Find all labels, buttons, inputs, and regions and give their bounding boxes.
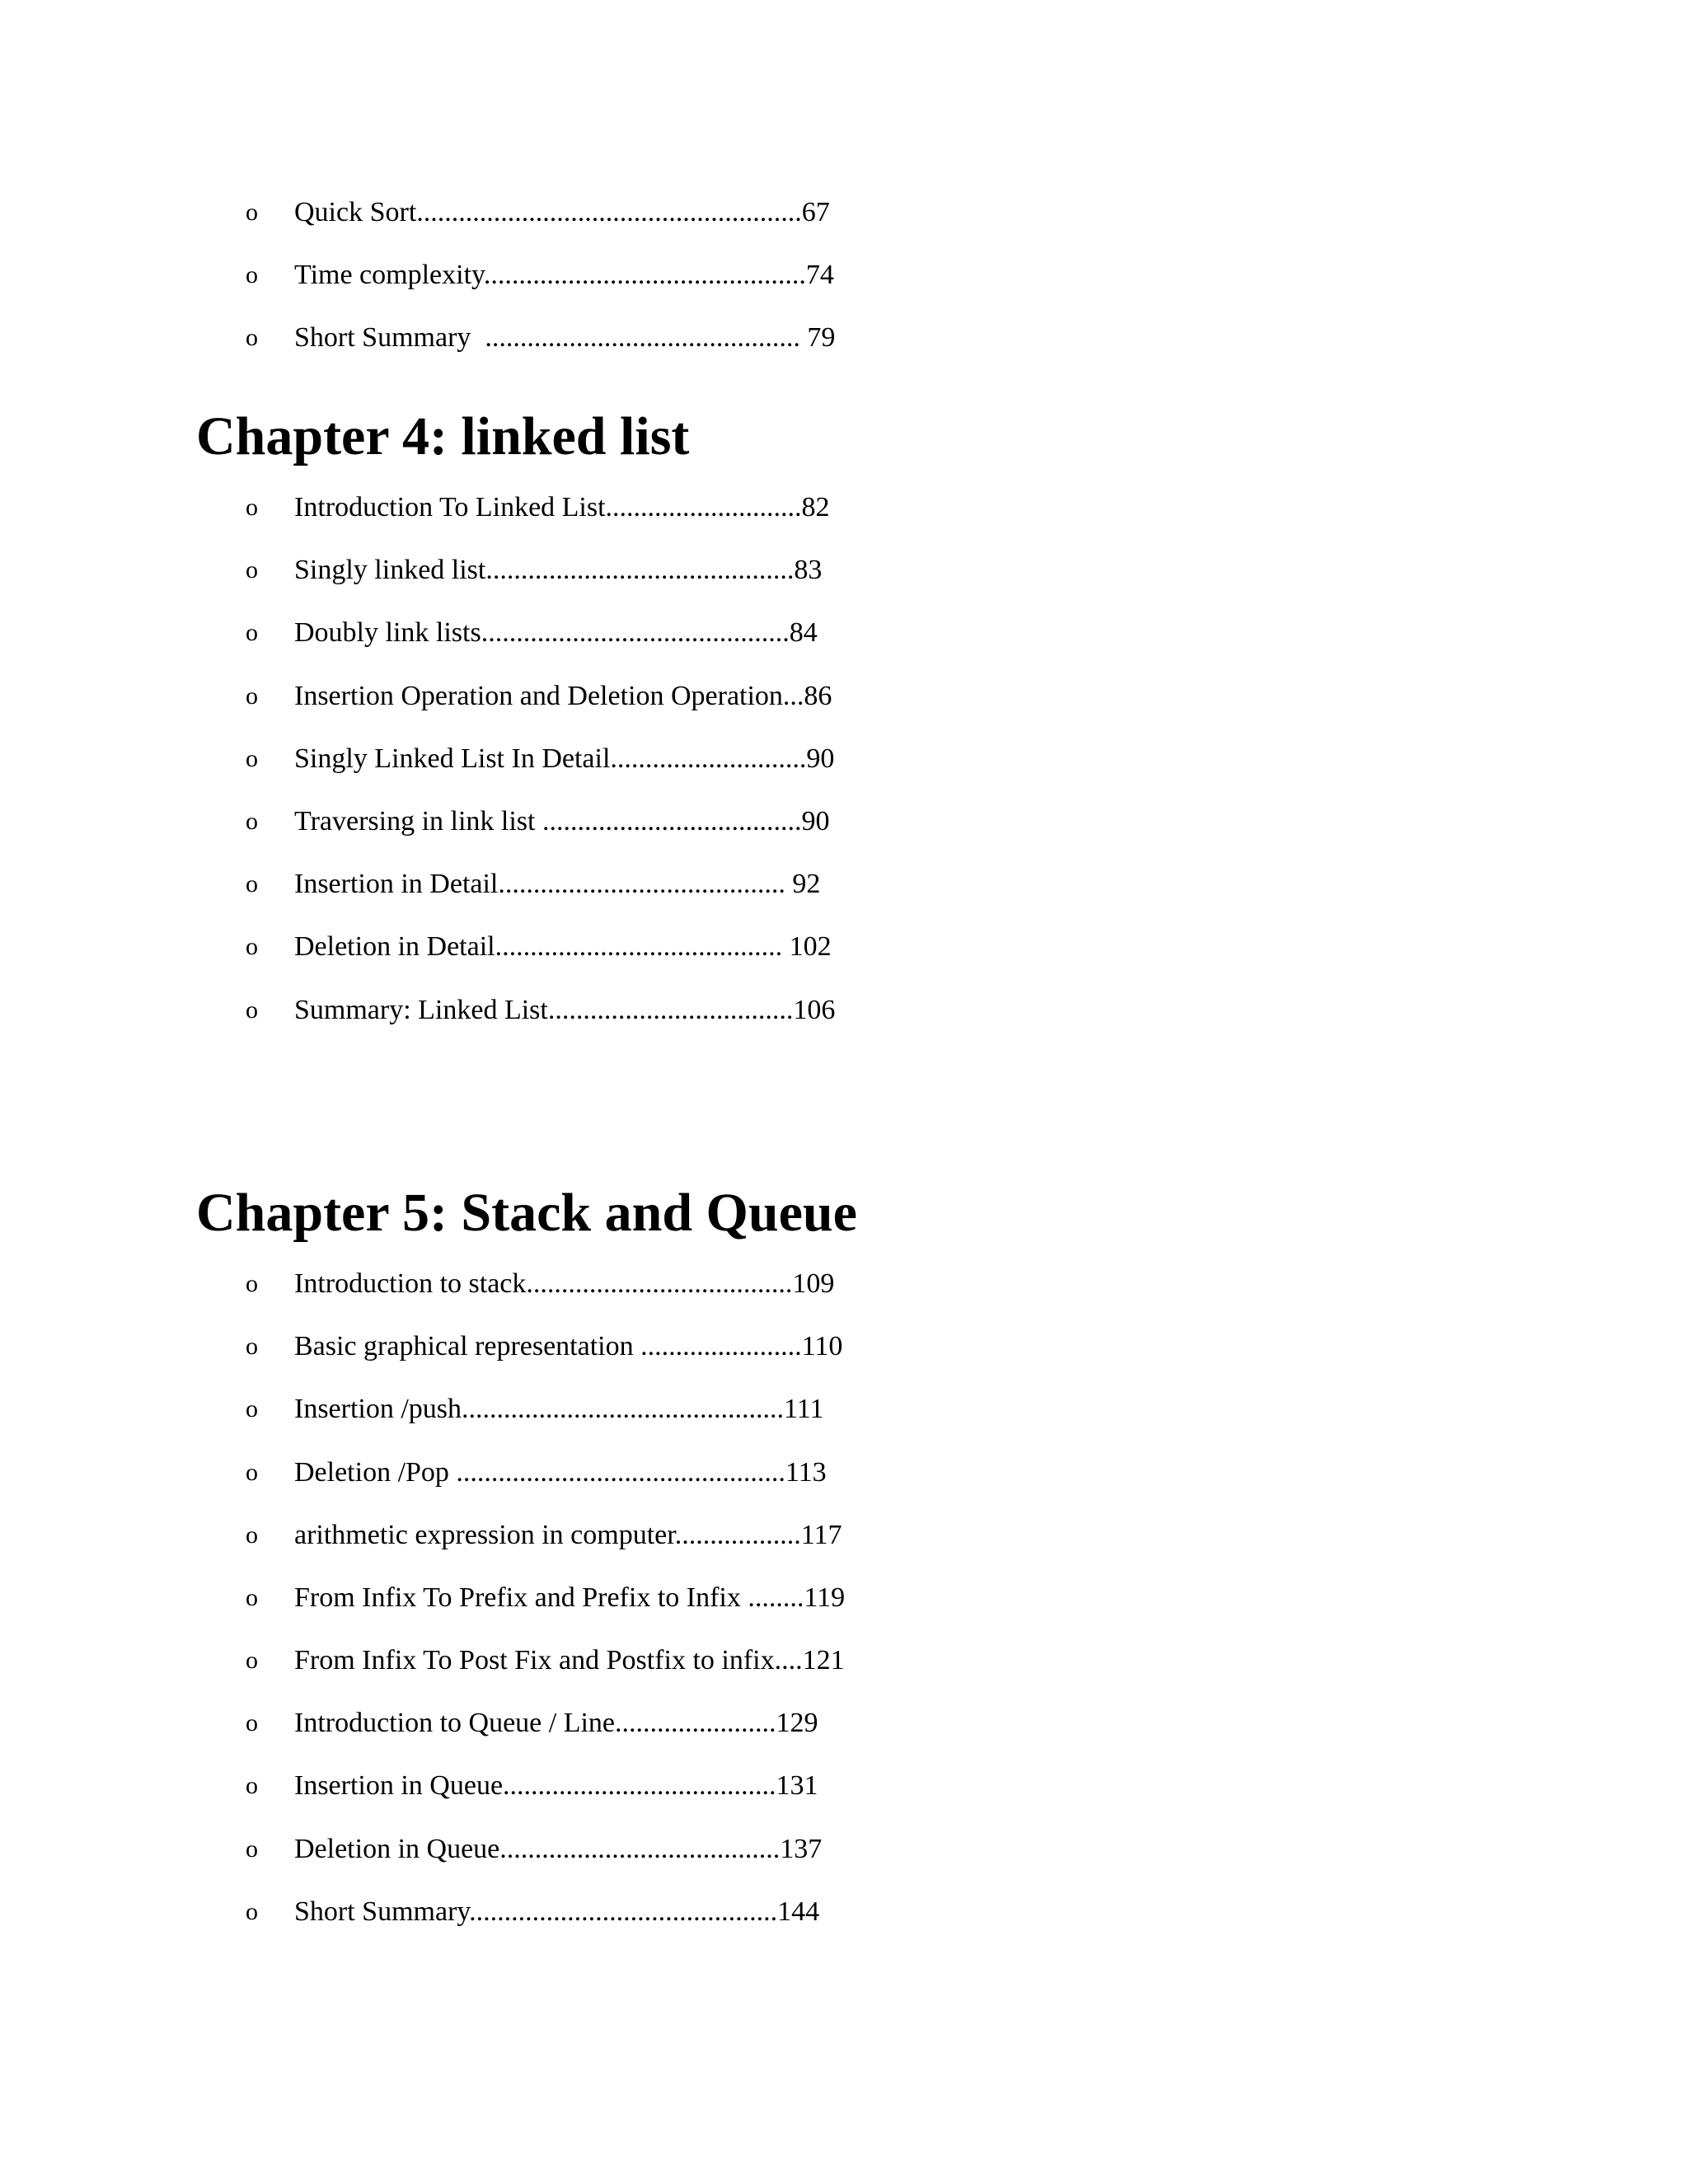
chapter-heading: Chapter 4: linked list	[196, 406, 690, 466]
bullet-icon: o	[246, 1709, 258, 1736]
toc-entry[interactable]	[0, 986, 989, 1035]
toc-entry-text: Introduction to stack......................................109	[294, 1268, 835, 1299]
bullet-icon: o	[246, 1270, 258, 1297]
toc-entry[interactable]	[0, 922, 989, 972]
bullet-icon: o	[246, 1772, 258, 1799]
toc-entry[interactable]	[0, 734, 989, 784]
toc-entry[interactable]	[0, 1636, 989, 1685]
toc-entry[interactable]	[0, 1887, 989, 1937]
toc-entry-text: Singly Linked List In Detail............................90	[294, 743, 835, 774]
toc-entry-text: Doubly link lists............................................84	[294, 617, 818, 648]
bullet-icon: o	[246, 745, 258, 772]
toc-entry-text: Summary: Linked List...................................106	[294, 995, 836, 1025]
toc-entry-text: Deletion /Pop ...............................................113	[294, 1457, 827, 1488]
bullet-icon: o	[246, 199, 258, 226]
toc-entry-text: Singly linked list............................................83	[294, 555, 823, 585]
bullet-icon: o	[246, 870, 258, 898]
bullet-icon: o	[246, 933, 258, 960]
toc-entry[interactable]	[0, 1573, 989, 1623]
bullet-icon: o	[246, 1584, 258, 1611]
bullet-icon: o	[246, 494, 258, 521]
toc-entry-text: arithmetic expression in computer..................117	[294, 1520, 842, 1550]
bullet-icon: o	[246, 1459, 258, 1486]
toc-entry[interactable]	[0, 608, 989, 658]
toc-entry[interactable]	[0, 251, 989, 300]
toc-entry-text: Traversing in link list .....................................90	[294, 806, 830, 837]
bullet-icon: o	[246, 261, 258, 288]
toc-entry-text: From Infix To Prefix and Prefix to Infix ........119	[294, 1582, 846, 1613]
toc-entry[interactable]	[0, 483, 989, 532]
toc-entry[interactable]	[0, 797, 989, 846]
toc-entry-text: Deletion in Queue........................................137	[294, 1834, 823, 1864]
bullet-icon: o	[246, 682, 258, 710]
toc-entry-text: Insertion /push..............................................111	[294, 1394, 824, 1424]
toc-entry[interactable]	[0, 1825, 989, 1874]
bullet-icon: o	[246, 808, 258, 835]
toc-entry-text: Short Summary............................................144	[294, 1896, 820, 1927]
toc-entry[interactable]	[0, 1448, 989, 1497]
bullet-icon: o	[246, 1835, 258, 1863]
toc-entry[interactable]	[0, 1322, 989, 1371]
toc-entry-text: Insertion in Detail......................................... 92	[294, 869, 821, 899]
toc-entry[interactable]	[0, 546, 989, 595]
chapter-heading: Chapter 5: Stack and Queue	[196, 1183, 857, 1243]
toc-entry-text: Deletion in Detail......................................... 102	[294, 931, 832, 962]
toc-entry[interactable]	[0, 1511, 989, 1560]
toc-entry-text: Basic graphical representation .......................110	[294, 1331, 843, 1361]
bullet-icon: o	[246, 1647, 258, 1674]
toc-entry[interactable]	[0, 313, 989, 363]
bullet-icon: o	[246, 324, 258, 351]
toc-entry-text: Short Summary ............................................. 79	[294, 322, 836, 353]
bullet-icon: o	[246, 1395, 258, 1422]
toc-entry-text: Insertion in Queue.......................................131	[294, 1770, 818, 1801]
toc-entry-text: Introduction to Queue / Line.......................129	[294, 1708, 818, 1738]
toc-entry[interactable]	[0, 1699, 989, 1748]
toc-entry[interactable]	[0, 1385, 989, 1434]
toc-entry[interactable]	[0, 860, 989, 909]
bullet-icon: o	[246, 996, 258, 1024]
bullet-icon: o	[246, 556, 258, 583]
toc-entry-text: Quick Sort.......................................................67	[294, 197, 830, 227]
toc-entry-text: Introduction To Linked List............................82	[294, 492, 830, 523]
toc-entry[interactable]	[0, 672, 989, 721]
toc-entry-text: Time complexity..............................................74	[294, 260, 834, 290]
toc-entry[interactable]	[0, 1761, 989, 1811]
bullet-icon: o	[246, 1521, 258, 1549]
bullet-icon: o	[246, 1333, 258, 1360]
toc-entry-text: Insertion Operation and Deletion Operation...86	[294, 681, 832, 711]
toc-entry-text: From Infix To Post Fix and Postfix to infix....121	[294, 1645, 845, 1675]
toc-entry[interactable]	[0, 1259, 989, 1309]
bullet-icon: o	[246, 1898, 258, 1925]
bullet-icon: o	[246, 619, 258, 646]
toc-entry[interactable]	[0, 188, 989, 237]
